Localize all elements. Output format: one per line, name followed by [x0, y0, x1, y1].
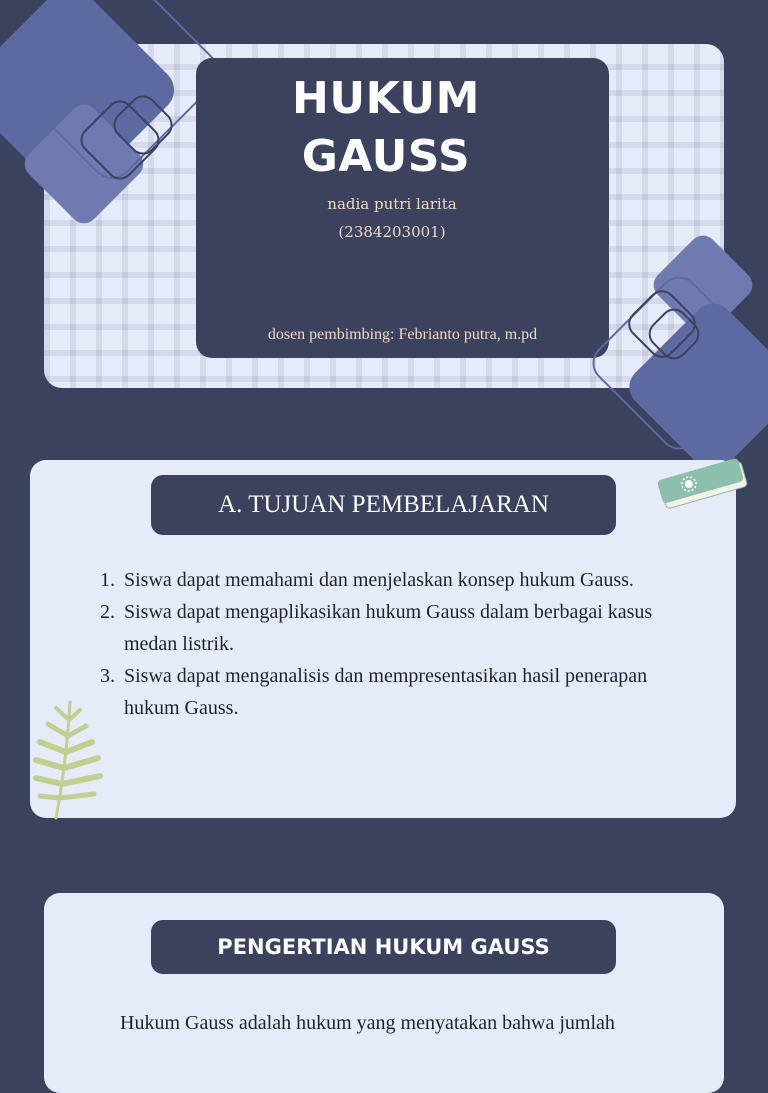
- learning-goals-list: [100, 564, 700, 724]
- title-line-2: GAUSS: [301, 131, 471, 182]
- section-b-heading: PENGERTIAN HUKUM GAUSS: [151, 920, 616, 974]
- definition-paragraph: Hukum Gauss adalah hukum yang menyatakan bahwa jumlah: [120, 1012, 615, 1034]
- leaf-icon: [28, 696, 108, 822]
- section-a-heading: A. TUJUAN PEMBELAJARAN: [151, 475, 616, 535]
- book-icon: [652, 456, 756, 516]
- advisor-text: dosen pembimbing: Febrianto putra, m.pd: [267, 326, 538, 343]
- author-name: nadia putri larita: [327, 195, 457, 213]
- list-item-text: Siswa dapat memahami dan menjelaskan konsep hukum Gauss.: [124, 569, 634, 591]
- list-item: [100, 596, 700, 660]
- list-item-number: 3.: [100, 665, 115, 687]
- page-title: [196, 70, 576, 186]
- list-item: [100, 660, 700, 724]
- title-line-1: HUKUM: [292, 73, 480, 124]
- list-item-text: Siswa dapat mengaplikasikan hukum Gauss dalam berbagai kasus medan listrik.: [124, 601, 653, 655]
- list-item: [100, 564, 700, 596]
- list-item-number: 2.: [100, 601, 115, 623]
- author-id: (2384203001): [338, 223, 446, 241]
- list-item-number: 1.: [100, 569, 115, 591]
- author-block: [196, 190, 588, 246]
- list-item-text: Siswa dapat menganalisis dan mempresentasikan hasil penerapan hukum Gauss.: [124, 665, 648, 719]
